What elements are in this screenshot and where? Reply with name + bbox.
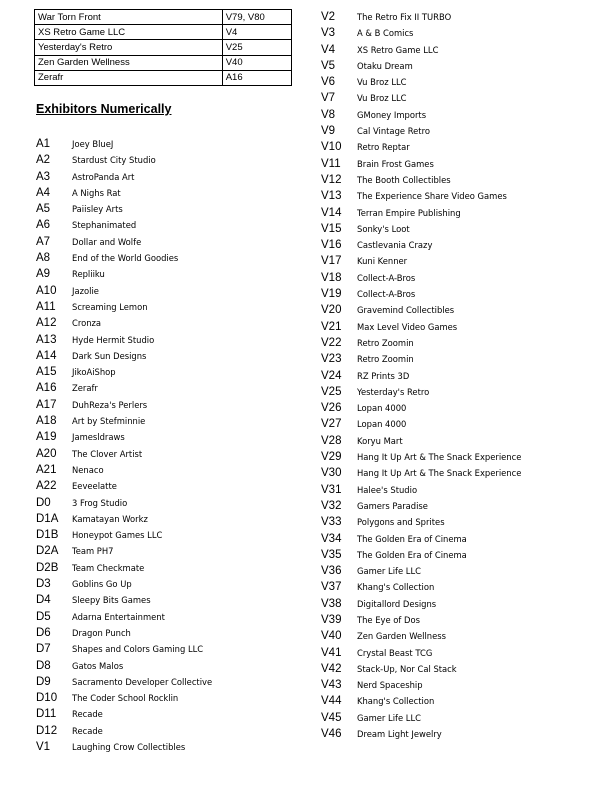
exhibitor-name: Dollar and Wolfe: [72, 236, 142, 247]
booth-code: A15: [36, 366, 57, 379]
booth-code: V21: [321, 320, 342, 333]
exhibitor-name: Vu Broz LLC: [357, 93, 407, 104]
table-row: [35, 55, 292, 70]
exhibitor-name: Retro Zoomin: [357, 354, 414, 365]
booth-code: A18: [36, 415, 57, 428]
exhibitor-name: The Eye of Dos: [357, 614, 420, 625]
exhibitor-name-cell: Zen Garden Wellness: [35, 55, 223, 70]
exhibitor-name: XS Retro Game LLC: [357, 44, 439, 55]
booth-code: V27: [321, 418, 342, 431]
exhibitor-name: Art by Stefminnie: [72, 416, 146, 427]
booth-code: A3: [36, 170, 51, 183]
exhibitor-name: Repliiku: [72, 269, 105, 280]
exhibitor-name: RZ Prints 3D: [357, 370, 410, 381]
exhibitor-name: AstroPanda Art: [72, 171, 135, 182]
booth-code: A21: [36, 463, 57, 476]
booth-code: V24: [321, 369, 342, 382]
exhibitor-name: Max Level Video Games: [357, 321, 458, 332]
booth-code: V42: [321, 662, 342, 675]
exhibitor-name: The Golden Era of Cinema: [357, 549, 467, 560]
booth-code: V35: [321, 548, 342, 561]
booth-code: V19: [321, 288, 342, 301]
booth-code: D12: [36, 724, 58, 737]
exhibitor-name: Kuni Kenner: [357, 256, 408, 267]
exhibitor-name-cell: Yesterday's Retro: [35, 40, 223, 55]
booth-code: V40: [321, 630, 342, 643]
exhibitor-name: Hyde Hermit Studio: [72, 334, 155, 345]
exhibitor-name: Hang It Up Art & The Snack Experience: [357, 468, 522, 479]
booth-code: V34: [321, 532, 342, 545]
exhibitor-name: The Retro Fix II TURBO: [357, 12, 452, 22]
exhibitor-name: JikoAiShop: [72, 367, 116, 378]
booth-code: V29: [321, 451, 342, 464]
booth-code: D0: [36, 496, 51, 509]
booth-code: V45: [321, 711, 342, 724]
booth-code: A10: [36, 284, 57, 297]
booth-code: V10: [321, 141, 342, 154]
booth-code: V26: [321, 402, 342, 415]
exhibitor-name: Dark Sun Designs: [72, 350, 147, 361]
booth-code: D2B: [36, 561, 59, 574]
booth-code: V3: [321, 27, 336, 40]
booth-code: A2: [36, 154, 51, 167]
booth-cell: V79, V80: [222, 10, 291, 25]
exhibitor-name: Khang's Collection: [357, 696, 435, 707]
booth-code: A1: [36, 138, 51, 150]
table-row: [35, 25, 292, 40]
exhibitor-name: The Experience Share Video Games: [357, 191, 507, 202]
booth-code: V4: [321, 43, 336, 56]
exhibitor-name: Kamatayan Workz: [72, 513, 148, 524]
exhibitor-name: Honeypot Games LLC: [72, 530, 163, 541]
exhibitor-name: Team Checkmate: [72, 562, 145, 573]
booth-code: V2: [321, 11, 336, 23]
exhibitor-name: Yesterday's Retro: [357, 386, 430, 397]
booth-code: V16: [321, 239, 342, 252]
booth-code: V31: [321, 483, 342, 496]
booth-code: V28: [321, 434, 342, 447]
booth-code: V15: [321, 222, 342, 235]
exhibitor-name: Retro Reptar: [357, 142, 410, 153]
booth-code: A4: [36, 186, 51, 199]
exhibitor-name: Lopan 4000: [357, 419, 407, 430]
exhibitor-name: Paiisley Arts: [72, 204, 123, 215]
exhibitor-name: A Nighs Rat: [72, 187, 121, 198]
booth-code: A17: [36, 398, 57, 411]
booth-code: V12: [321, 173, 342, 186]
table-row: [35, 70, 292, 85]
exhibitor-name: Nenaco: [72, 464, 104, 475]
booth-code: D5: [36, 610, 51, 623]
booth-code: V22: [321, 336, 342, 349]
section-heading: Exhibitors Numerically: [36, 102, 172, 116]
booth-code: V33: [321, 516, 342, 529]
booth-code: V30: [321, 467, 342, 480]
booth-code: V41: [321, 646, 342, 659]
exhibitor-name: Gravemind Collectibles: [357, 305, 455, 316]
exhibitor-booth-table: [34, 9, 292, 86]
booth-code: D1B: [36, 529, 59, 542]
booth-code: D8: [36, 659, 51, 672]
booth-code: V11: [321, 157, 341, 170]
exhibitor-name: Stack-Up, Nor Cal Stack: [357, 663, 457, 674]
exhibitor-name: Vu Broz LLC: [357, 77, 407, 88]
exhibitor-name: Cronza: [72, 318, 102, 329]
booth-code: V46: [321, 728, 342, 741]
exhibitor-name: Recade: [72, 709, 103, 720]
booth-code: A12: [36, 317, 57, 330]
booth-code: D6: [36, 626, 51, 639]
booth-code: A7: [36, 235, 51, 248]
exhibitor-name: Digitallord Designs: [357, 598, 437, 609]
booth-code: A9: [36, 268, 51, 281]
booth-code: V9: [321, 125, 336, 138]
exhibitor-name-cell: Zerafr: [35, 70, 223, 85]
exhibitor-name: Gamer Life LLC: [357, 566, 421, 577]
exhibitor-name: The Clover Artist: [72, 448, 143, 459]
exhibitor-name: Halee's Studio: [357, 484, 418, 495]
booth-code: V13: [321, 190, 342, 203]
exhibitor-name: Dragon Punch: [72, 627, 131, 638]
exhibitor-name: Laughing Crow Collectibles: [72, 741, 186, 752]
booth-code: A13: [36, 333, 57, 346]
booth-code: D7: [36, 643, 51, 656]
booth-code: V5: [321, 59, 336, 72]
exhibitor-name: DuhReza's Perlers: [72, 399, 148, 410]
exhibitor-name: Stardust City Studio: [72, 155, 156, 166]
exhibitor-name: Gatos Malos: [72, 660, 124, 671]
table-row: [35, 40, 292, 55]
exhibitor-name: Stephanimated: [72, 220, 137, 231]
exhibitor-name: Goblins Go Up: [72, 579, 132, 590]
booth-code: A16: [36, 382, 57, 395]
exhibitor-name: The Booth Collectibles: [357, 174, 451, 185]
booth-code: D1A: [36, 512, 59, 525]
booth-code: V8: [321, 108, 336, 121]
exhibitor-name: Lopan 4000: [357, 403, 407, 414]
booth-code: V39: [321, 613, 342, 626]
booth-code: V43: [321, 679, 342, 692]
booth-code: D3: [36, 578, 51, 591]
booth-code: A14: [36, 349, 57, 362]
booth-code: V25: [321, 385, 342, 398]
exhibitor-name: Sacramento Developer Collective: [72, 676, 213, 687]
exhibitor-name: Collect-A-Bros: [357, 289, 416, 300]
booth-code: A11: [36, 300, 56, 313]
exhibitor-name: Crystal Beast TCG: [357, 647, 433, 658]
booth-code: A8: [36, 252, 51, 265]
exhibitor-name: Sleepy Bits Games: [72, 595, 151, 606]
exhibitor-name: Adarna Entertainment: [72, 611, 165, 622]
booth-code: D10: [36, 692, 58, 705]
exhibitor-name: Gamer Life LLC: [357, 712, 421, 723]
exhibitor-name: Cal Vintage Retro: [357, 126, 430, 137]
exhibitor-name: Retro Zoomin: [357, 337, 414, 348]
booth-code: A20: [36, 447, 57, 460]
exhibitor-name-cell: XS Retro Game LLC: [35, 25, 223, 40]
exhibitor-name: Collect-A-Bros: [357, 272, 416, 283]
exhibitor-name: End of the World Goodies: [72, 253, 179, 264]
exhibitor-name: Terran Empire Publishing: [357, 207, 461, 218]
exhibitor-name: Brain Frost Games: [357, 158, 434, 169]
exhibitor-name: Sonky's Loot: [357, 223, 410, 234]
booth-code: V14: [321, 206, 342, 219]
exhibitor-name: Zerafr: [72, 383, 98, 394]
booth-code: V44: [321, 695, 342, 708]
booth-code: V6: [321, 76, 336, 89]
booth-code: V17: [321, 255, 342, 268]
exhibitor-name: Recade: [72, 725, 103, 736]
exhibitor-name: Joey BlueJ: [72, 139, 114, 149]
exhibitor-name-cell: War Torn Front: [35, 10, 223, 25]
booth-code: A19: [36, 431, 57, 444]
booth-code: D11: [36, 708, 57, 721]
exhibitor-name: Shapes and Colors Gaming LLC: [72, 644, 204, 655]
exhibitor-name: Castlevania Crazy: [357, 240, 433, 251]
exhibitor-name: Jazolie: [72, 285, 99, 296]
booth-code: D9: [36, 675, 51, 688]
booth-code: A5: [36, 203, 51, 216]
booth-code: D4: [36, 594, 51, 607]
exhibitor-name: Otaku Dream: [357, 60, 413, 71]
exhibitor-name: Hang It Up Art & The Snack Experience: [357, 452, 522, 463]
booth-code: V20: [321, 304, 342, 317]
exhibitor-name: The Golden Era of Cinema: [357, 533, 467, 544]
exhibitor-name: Screaming Lemon: [72, 301, 148, 312]
booth-code: A6: [36, 219, 51, 232]
exhibitor-name: GMoney Imports: [357, 109, 427, 120]
booth-code: V1: [36, 740, 51, 753]
booth-code: V36: [321, 565, 342, 578]
exhibitor-name: Koryu Mart: [357, 435, 403, 446]
exhibitor-name: Nerd Spaceship: [357, 680, 423, 691]
booth-code: V23: [321, 353, 342, 366]
exhibitor-name: The Coder School Rocklin: [72, 693, 179, 704]
exhibitor-name: Polygons and Sprites: [357, 517, 445, 528]
booth-code: V32: [321, 499, 342, 512]
booth-code: A22: [36, 480, 57, 493]
booth-code: V7: [321, 92, 336, 105]
exhibitor-name: A & B Comics: [357, 28, 414, 39]
booth-code: V38: [321, 597, 342, 610]
exhibitor-name: 3 Frog Studio: [72, 497, 128, 508]
exhibitor-name: Khang's Collection: [357, 582, 435, 593]
exhibitor-name: Gamers Paradise: [357, 500, 428, 511]
exhibitor-name: Jamesldraws: [72, 432, 125, 443]
booth-code: V18: [321, 271, 342, 284]
booth-cell: V4: [222, 25, 291, 40]
booth-cell: A16: [222, 70, 291, 85]
exhibitor-name: Eeveelatte: [72, 481, 117, 492]
booth-code: V37: [321, 581, 342, 594]
table-row: [35, 10, 292, 25]
booth-cell: V25: [222, 40, 291, 55]
booth-code: D2A: [36, 545, 59, 558]
exhibitor-name: Zen Garden Wellness: [357, 631, 446, 642]
exhibitor-name: Dream Light Jewelry: [357, 729, 442, 740]
booth-cell: V40: [222, 55, 291, 70]
exhibitor-name: Team PH7: [72, 546, 114, 557]
